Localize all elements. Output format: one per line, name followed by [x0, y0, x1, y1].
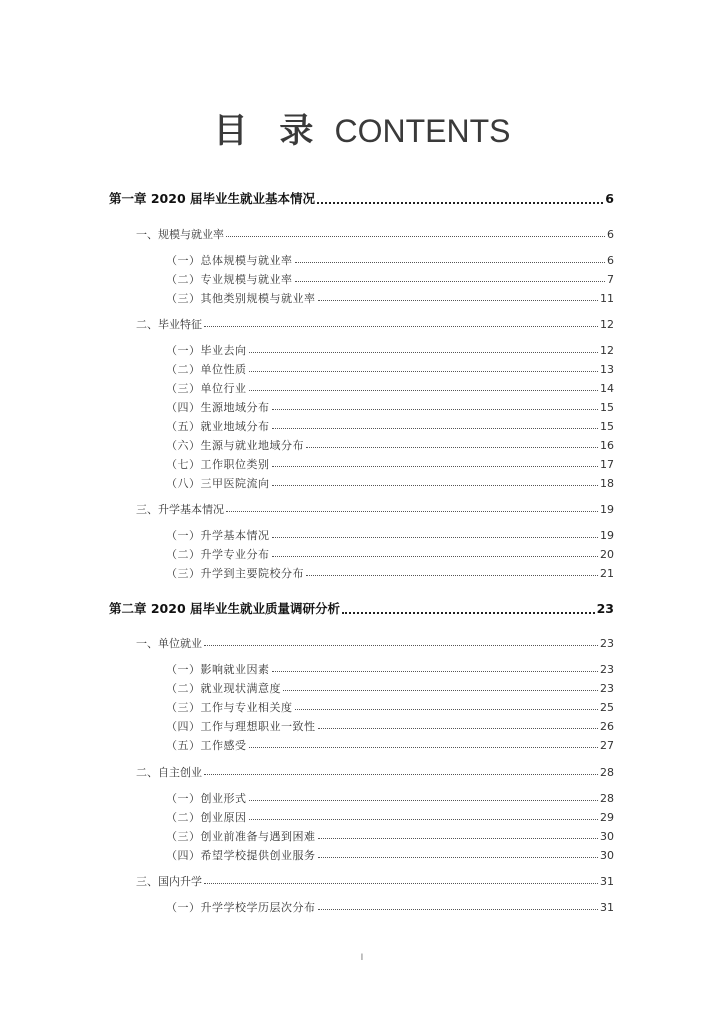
- toc-entry-sub[interactable]: [166, 274, 614, 285]
- dot-leader: [226, 236, 605, 237]
- toc-entry-sub[interactable]: [166, 402, 614, 413]
- toc-entry-sub[interactable]: [166, 812, 614, 823]
- toc-entry-label: （三）其他类别规模与就业率: [166, 292, 316, 305]
- toc-entry-sub[interactable]: [166, 459, 614, 470]
- dot-leader: [318, 300, 599, 301]
- toc-entry-label: （三）升学到主要院校分布: [166, 567, 304, 580]
- toc-entry-sub[interactable]: [166, 293, 614, 304]
- toc-entry-sub[interactable]: [166, 831, 614, 842]
- toc-entry-label: （一）升学基本情况: [166, 529, 270, 542]
- dot-leader: [249, 747, 599, 748]
- toc-entry-label: 三、国内升学: [136, 875, 202, 888]
- toc-entry-page: 19: [600, 503, 614, 516]
- toc-entry-label: （六）生源与就业地域分布: [166, 439, 304, 452]
- toc-entry-page: 28: [600, 792, 614, 805]
- dot-leader: [295, 709, 599, 710]
- dot-leader: [342, 612, 595, 614]
- toc-entry-page: 13: [600, 363, 614, 376]
- dot-leader: [204, 645, 598, 646]
- toc-entry-label: （一）总体规模与就业率: [166, 254, 293, 267]
- toc-entry-label: （二）升学专业分布: [166, 548, 270, 561]
- toc-entry-label: （八）三甲医院流向: [166, 477, 270, 490]
- toc-entry-sub[interactable]: [166, 345, 614, 356]
- toc-title-en: CONTENTS: [334, 113, 511, 149]
- dot-leader: [249, 800, 599, 801]
- toc-entry-sub[interactable]: [166, 530, 614, 541]
- toc-entry-page: 15: [600, 401, 614, 414]
- toc-entry-label: （四）工作与理想职业一致性: [166, 720, 316, 733]
- dot-leader: [249, 352, 599, 353]
- dot-leader: [272, 537, 599, 538]
- toc-entry-sub[interactable]: [166, 702, 614, 713]
- toc-title: [0, 103, 724, 152]
- toc-entry-page: 23: [600, 637, 614, 650]
- dot-leader: [272, 556, 599, 557]
- toc-entry-label: 二、自主创业: [136, 766, 202, 779]
- toc-entry-page: 11: [600, 292, 614, 305]
- dot-leader: [306, 575, 598, 576]
- toc-entry-page: 15: [600, 420, 614, 433]
- toc-entry-section[interactable]: [136, 767, 614, 778]
- dot-leader: [272, 485, 599, 486]
- toc-entry-sub[interactable]: [166, 740, 614, 751]
- toc-entry-page: 29: [600, 811, 614, 824]
- dot-leader: [306, 447, 598, 448]
- toc-entry-page: 19: [600, 529, 614, 542]
- toc-entry-label: （三）工作与专业相关度: [166, 701, 293, 714]
- toc-entry-sub[interactable]: [166, 549, 614, 560]
- toc-entry-label: 一、规模与就业率: [136, 228, 224, 241]
- toc-entry-page: 23: [600, 663, 614, 676]
- dot-leader: [249, 390, 599, 391]
- toc-title-cn: 目 录: [213, 111, 324, 151]
- toc-entry-label: （二）单位性质: [166, 363, 247, 376]
- toc-entry-label: （二）专业规模与就业率: [166, 273, 293, 286]
- toc-entry-section[interactable]: [136, 638, 614, 649]
- toc-entry-sub[interactable]: [166, 793, 614, 804]
- toc-entry-section[interactable]: [136, 319, 614, 330]
- toc-entry-label: （一）毕业去向: [166, 344, 247, 357]
- toc-entry-page: 6: [607, 228, 614, 241]
- toc-entry-page: 20: [600, 548, 614, 561]
- toc-entry-page: 30: [600, 849, 614, 862]
- toc-entry-page: 21: [600, 567, 614, 580]
- dot-leader: [204, 883, 598, 884]
- toc-entry-page: 28: [600, 766, 614, 779]
- toc-entry-page: 14: [600, 382, 614, 395]
- toc-entry-page: 30: [600, 830, 614, 843]
- toc-entry-page: 7: [607, 273, 614, 286]
- toc-entry-sub[interactable]: [166, 364, 614, 375]
- toc-entry-sub[interactable]: [166, 850, 614, 861]
- page-number: I: [360, 953, 364, 963]
- dot-leader: [318, 857, 599, 858]
- dot-leader: [249, 371, 599, 372]
- toc-entry-page: 23: [596, 601, 614, 616]
- toc-entry-page: 18: [600, 477, 614, 490]
- toc-entry-label: 第一章 2020 届毕业生就业基本情况: [109, 191, 315, 206]
- toc-entry-sub[interactable]: [166, 664, 614, 675]
- toc-entry-label: 二、毕业特征: [136, 318, 202, 331]
- toc-entry-page: 26: [600, 720, 614, 733]
- dot-leader: [318, 909, 599, 910]
- dot-leader: [318, 728, 599, 729]
- toc-entry-page: 12: [600, 318, 614, 331]
- toc-entry-sub[interactable]: [166, 478, 614, 489]
- toc-entry-sub[interactable]: [166, 568, 614, 579]
- toc-entry-sub[interactable]: [166, 683, 614, 694]
- toc-entry-sub[interactable]: [166, 255, 614, 266]
- toc-entry-section[interactable]: [136, 504, 614, 515]
- toc-entry-section[interactable]: [136, 229, 614, 240]
- toc-entry-page: 23: [600, 682, 614, 695]
- toc-entry-page: 27: [600, 739, 614, 752]
- toc-entry-label: （七）工作职位类别: [166, 458, 270, 471]
- toc-entry-sub[interactable]: [166, 421, 614, 432]
- toc-entry-label: （一）影响就业因素: [166, 663, 270, 676]
- toc-entry-chapter[interactable]: [109, 603, 614, 616]
- toc-entry-chapter[interactable]: [109, 193, 614, 206]
- dot-leader: [295, 281, 606, 282]
- toc-entry-label: 一、单位就业: [136, 637, 202, 650]
- toc-entry-label: （五）工作感受: [166, 739, 247, 752]
- dot-leader: [226, 511, 598, 512]
- toc-entry-label: 第二章 2020 届毕业生就业质量调研分析: [109, 601, 340, 616]
- toc-entry-section[interactable]: [136, 876, 614, 887]
- dot-leader: [283, 690, 598, 691]
- toc-entry-label: （四）生源地域分布: [166, 401, 270, 414]
- dot-leader: [272, 428, 599, 429]
- dot-leader: [318, 838, 599, 839]
- toc-entry-label: （二）创业原因: [166, 811, 247, 824]
- toc-entry-label: （五）就业地域分布: [166, 420, 270, 433]
- dot-leader: [317, 202, 603, 204]
- toc-entry-label: （一）升学学校学历层次分布: [166, 901, 316, 914]
- toc-entry-page: 12: [600, 344, 614, 357]
- dot-leader: [272, 671, 599, 672]
- toc-entry-sub[interactable]: [166, 383, 614, 394]
- toc-entry-label: （三）创业前准备与遇到困难: [166, 830, 316, 843]
- dot-leader: [295, 262, 606, 263]
- toc-entry-label: （四）希望学校提供创业服务: [166, 849, 316, 862]
- toc-entry-label: （二）就业现状满意度: [166, 682, 281, 695]
- toc-entry-label: 三、升学基本情况: [136, 503, 224, 516]
- toc-entry-label: （一）创业形式: [166, 792, 247, 805]
- toc-entry-page: 6: [607, 254, 614, 267]
- toc-entry-page: 6: [605, 191, 614, 206]
- dot-leader: [249, 819, 599, 820]
- toc-entry-page: 16: [600, 439, 614, 452]
- toc-entry-page: 25: [600, 701, 614, 714]
- dot-leader: [272, 466, 599, 467]
- toc-entry-page: 31: [600, 901, 614, 914]
- toc-entry-sub[interactable]: [166, 721, 614, 732]
- toc-entry-sub[interactable]: [166, 902, 614, 913]
- toc-entry-page: 31: [600, 875, 614, 888]
- dot-leader: [204, 774, 598, 775]
- dot-leader: [204, 326, 598, 327]
- toc-entry-page: 17: [600, 458, 614, 471]
- toc-entry-sub[interactable]: [166, 440, 614, 451]
- dot-leader: [272, 409, 599, 410]
- toc-entry-label: （三）单位行业: [166, 382, 247, 395]
